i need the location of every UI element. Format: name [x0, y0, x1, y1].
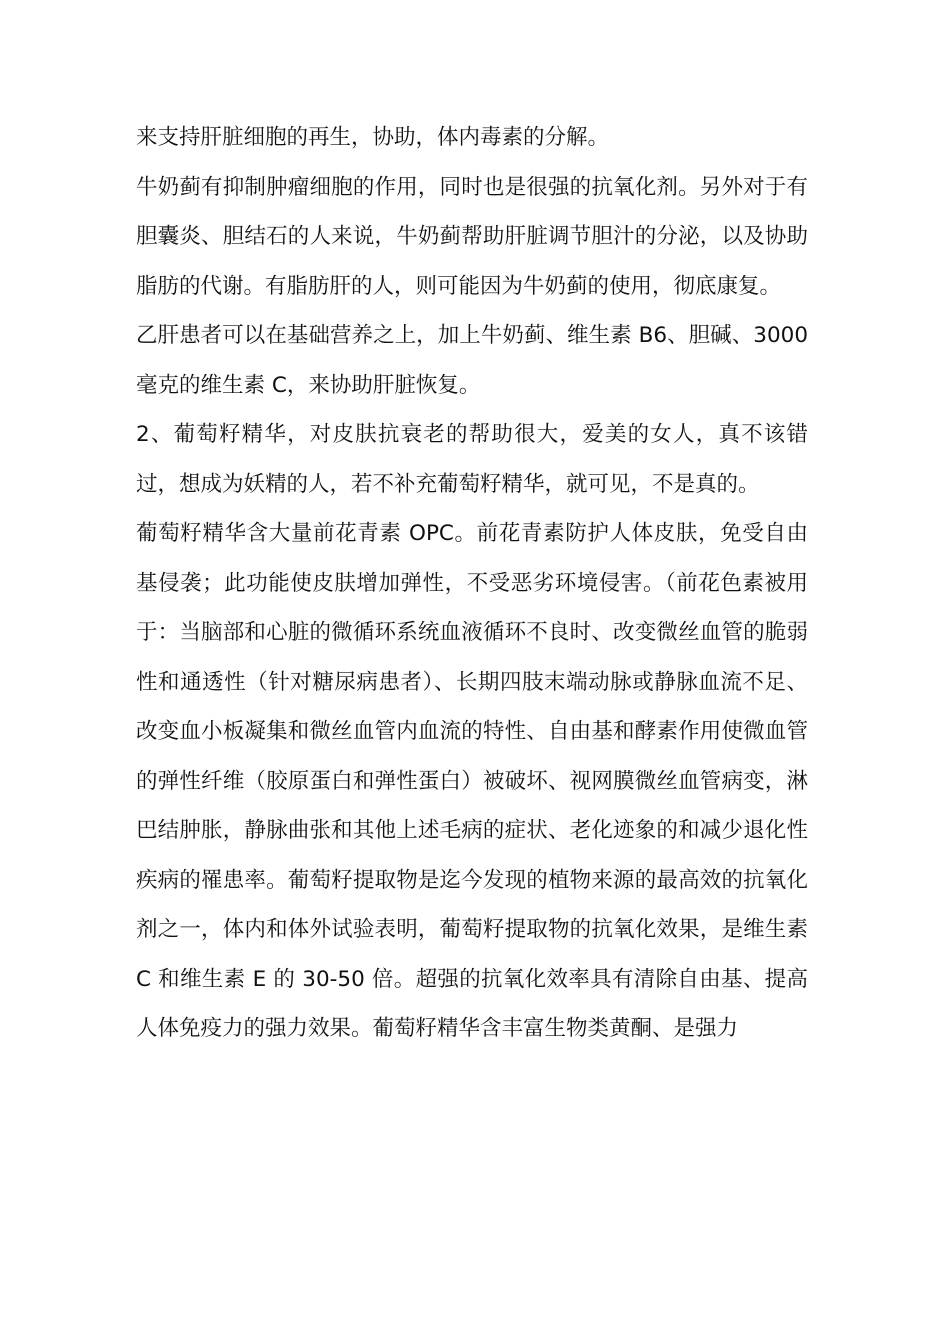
paragraph-liver-regeneration: 来支持肝脏细胞的再生，协助，体内毒素的分解。: [136, 125, 610, 150]
paragraph-hepatitis-b: 乙肝患者可以在基础营养之上，加上牛奶蓟、维生素 B6、胆碱、3000 毫克的维生素 C，来协助肝脏恢复。: [136, 323, 808, 398]
paragraph-grape-seed-intro: 2、葡萄籽精华，对皮肤抗衰老的帮助很大，爱美的女人，真不该错过，想成为妖精的人，若不补充葡萄籽精华，就可见，不是真的。: [136, 422, 808, 497]
document-body: [136, 113, 808, 1054]
paragraph-grape-seed-opc: 葡萄籽精华含大量前花青素 OPC。前花青素防护人体皮肤，免受自由基侵袭；此功能使皮肤增加弹性，不受恶劣环境侵害。（前花色素被用于：当脑部和心脏的微循环系统血液循环不良时、改变微丝血管的脆弱性和通透性（针对糖尿病患者）、长期四肢末端动脉或静脉血流不足、改变血小板凝集和微丝血管内血流的特性、自由基和酵素作用使微血管的弹性纤维（胶原蛋白和弹性蛋白）被破坏、视网膜微丝血管病变，淋巴结肿胀，静脉曲张和其他上述毛病的症状、老化迹象的和减少退化性疾病的罹患率。葡萄籽提取物是迄今发现的植物来源的最高效的抗氧化剂之一，体内和体外试验表明，葡萄籽提取物的抗氧化效果，是维生素 C 和维生素 E 的 30-50 倍。超强的抗氧化效率具有清除自由基、提高人体免疫力的强力效果。葡萄籽精华含丰富生物类黄酮、是强力: [136, 521, 808, 1041]
paragraph-milk-thistle-effects: 牛奶蓟有抑制肿瘤细胞的作用，同时也是很强的抗氧化剂。另外对于有胆囊炎、胆结石的人来说，牛奶蓟帮助肝脏调节胆汁的分泌，以及协助脂肪的代谢。有脂肪肝的人，则可能因为牛奶蓟的使用，彻底康复。: [136, 174, 808, 299]
